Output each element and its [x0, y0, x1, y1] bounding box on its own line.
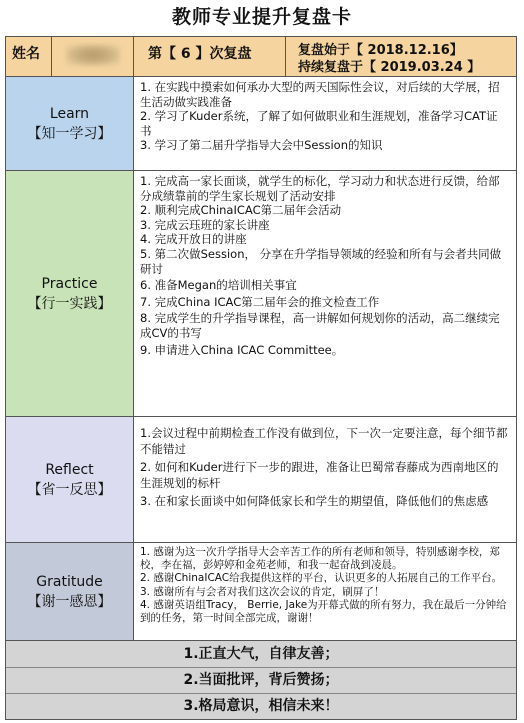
section-learn-zh: 【知一学习】 — [27, 125, 112, 142]
section-gratitude-label — [6, 543, 134, 640]
section-gratitude-content — [134, 543, 516, 640]
list-item: 3. 在和家长面谈中如何降低家长和学生的期望值，降低他们的焦虑感 — [140, 494, 489, 508]
section-practice-label — [6, 171, 134, 416]
section-practice-en: Practice — [41, 275, 98, 292]
list-item: 2. 学习了Kuder系统，了解了如何做职业和生涯规划，准备学习CAT证书 — [140, 109, 498, 138]
section-practice-content — [134, 171, 516, 416]
list-item: 4. 感谢英语组Tracy， Berrie, Jake为开幕式做的所有努力，我在最后一分钟给到的任务，第一时间全部完成，谢谢！ — [140, 598, 507, 625]
motto-line: 1.正直大气，自律友善； — [6, 641, 516, 668]
review-card — [5, 36, 517, 720]
section-practice-zh: 【行一实践】 — [27, 295, 112, 312]
list-item: 4. 完成开放日的讲座 — [140, 232, 247, 247]
section-reflect — [6, 417, 516, 543]
list-item: 8. 完成学生的升学指导课程，高一讲解如何规划你的活动，高二继续完成CV的书写 — [140, 311, 500, 340]
card-footer-mottos — [6, 641, 516, 719]
card-title: 教师专业提升复盘卡 — [171, 6, 352, 28]
review-round: 第【 6 】次复盘 — [134, 37, 286, 76]
list-item: 6. 准备Megan的培训相关事宜 — [140, 278, 297, 293]
list-item: 1. 完成高一家长面谈，就学生的标化，学习动力和状态进行反馈，给部分成绩靠前的学生家长规划了活动安排 — [140, 174, 500, 203]
section-practice — [6, 171, 516, 417]
list-item: 1. 在实践中摸索如何承办大型的两天国际性会议，对后续的大学展，招生活动做实践准备 — [140, 80, 500, 109]
section-reflect-en: Reflect — [45, 461, 94, 478]
motto-line: 3.格局意识，相信未来！ — [183, 698, 339, 714]
list-item: 1. 感谢为这一次升学指导大会辛苦工作的所有老师和领导，特别感谢李校，郑校，李在福，彭婷婷和金苑老师，和我一起奋战到凌晨。 — [140, 546, 500, 572]
section-gratitude — [6, 543, 516, 641]
list-item: 3. 学习了第二届升学指导大会中Session的知识 — [140, 138, 383, 153]
review-start-date: 复盘始于【 2018.12.16】 — [298, 43, 463, 58]
name-value-redacted — [52, 37, 134, 76]
redacted-name-blur — [66, 44, 120, 66]
list-item: 7. 完成China ICAC第二届年会的推文检查工作 — [140, 294, 380, 309]
name-label: 姓名 — [6, 37, 52, 76]
list-item: 2. 如何和Kuder进行下一步的跟进，准备让巴蜀常春藤成为西南地区的生涯规划的标杆 — [140, 460, 499, 490]
section-learn-label — [6, 77, 134, 170]
review-dates — [286, 37, 516, 76]
section-learn-en: Learn — [49, 105, 90, 122]
section-reflect-zh: 【省一反思】 — [27, 481, 112, 498]
review-continue-date: 持续复盘于【 2019.03.24 】 — [298, 60, 481, 75]
list-item: 3. 感谢所有与会者对我们这次会议的肯定，刷屏了！ — [140, 585, 385, 598]
list-item: 2. 感谢ChinaICAC给我提供这样的平台，认识更多的人拓展自己的工作平台。 — [140, 572, 503, 585]
motto-line: 2.当面批评，背后赞扬； — [6, 667, 516, 694]
section-reflect-label — [6, 417, 134, 542]
section-gratitude-zh: 【谢一感恩】 — [27, 593, 112, 610]
section-reflect-content — [134, 417, 516, 542]
list-item: 2. 顺利完成ChinaICAC第二届年会活动 — [140, 203, 342, 218]
section-learn — [6, 77, 516, 171]
list-item: 5. 第二次做Session， 分享在升学指导领域的经验和所有与会者共同做研讨 — [140, 246, 502, 276]
section-learn-content — [134, 77, 516, 170]
list-item: 1.会议过程中前期检查工作没有做到位，下一次一定要注意，每个细节都不能错过 — [140, 426, 508, 456]
section-gratitude-en: Gratitude — [36, 573, 103, 590]
list-item: 9. 申请进入China ICAC Committee。 — [140, 342, 344, 357]
list-item: 3. 完成云珏班的家长讲座 — [140, 217, 270, 232]
card-header — [6, 37, 516, 77]
